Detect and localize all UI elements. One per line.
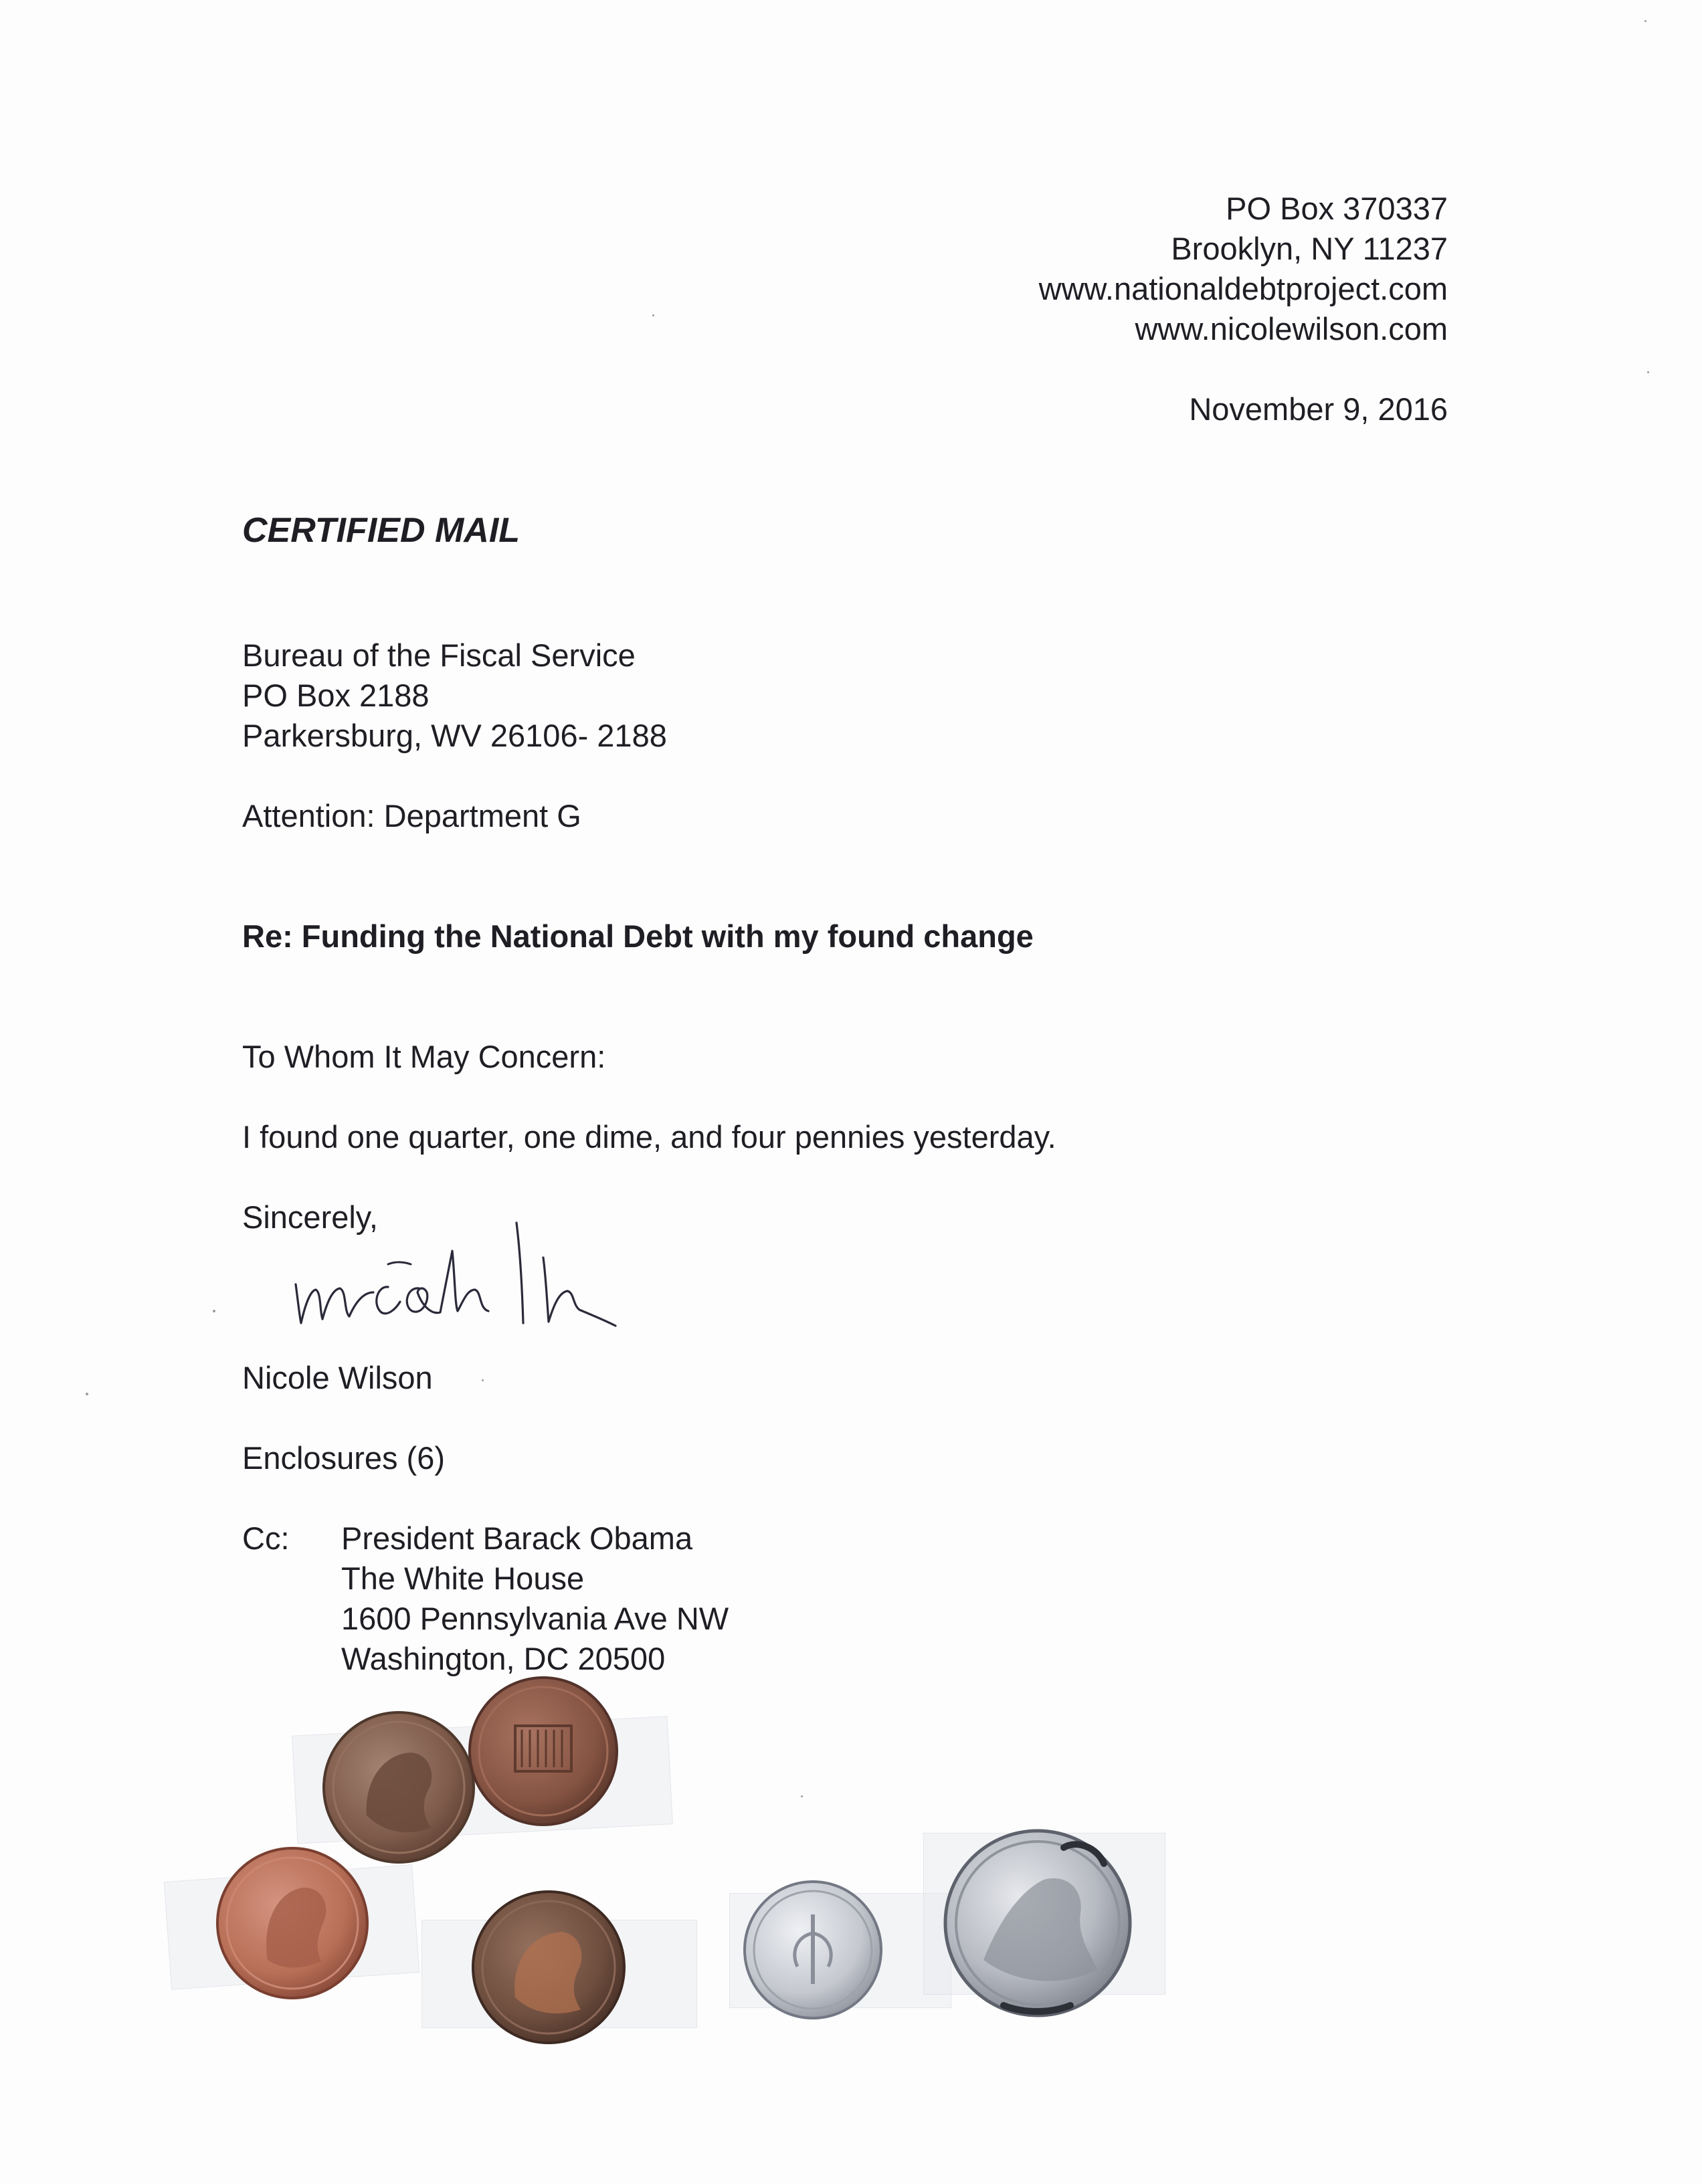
scan-speck bbox=[1647, 371, 1649, 373]
cc-address bbox=[341, 1518, 729, 1679]
penny-coin bbox=[217, 1848, 367, 1998]
sender-website-project: www.nationaldebtproject.com bbox=[1038, 271, 1448, 306]
closing: Sincerely, bbox=[242, 1199, 378, 1235]
dime-coin bbox=[745, 1882, 881, 2018]
cc-street: 1600 Pennsylvania Ave NW bbox=[341, 1601, 729, 1636]
cc-name: President Barack Obama bbox=[341, 1520, 693, 1556]
penny-coin bbox=[324, 1712, 474, 1862]
sender-city: Brooklyn, NY 11237 bbox=[1171, 231, 1448, 266]
sender-po-box: PO Box 370337 bbox=[1226, 191, 1448, 226]
cc-label: Cc: bbox=[242, 1520, 290, 1556]
signer-name: Nicole Wilson bbox=[242, 1360, 433, 1395]
taped-coins bbox=[0, 1672, 1702, 2047]
penny-coin bbox=[473, 1892, 624, 2043]
letter-date: November 9, 2016 bbox=[1189, 391, 1448, 427]
subject-line: Re: Funding the National Debt with my found change bbox=[242, 918, 1034, 954]
letter-body: I found one quarter, one dime, and four pennies yesterday. bbox=[242, 1119, 1056, 1155]
recipient-city: Parkersburg, WV 26106- 2188 bbox=[242, 718, 667, 753]
attention-line: Attention: Department G bbox=[242, 798, 581, 833]
scan-speck bbox=[86, 1393, 88, 1395]
quarter-coin bbox=[945, 1831, 1130, 2015]
scan-speck bbox=[801, 1795, 803, 1797]
enclosures-line: Enclosures (6) bbox=[242, 1440, 445, 1476]
scan-speck bbox=[1644, 20, 1646, 22]
recipient-po-box: PO Box 2188 bbox=[242, 678, 430, 713]
sender-website-personal: www.nicolewilson.com bbox=[1135, 311, 1448, 346]
handwritten-signature bbox=[288, 1204, 649, 1338]
penny-coin bbox=[470, 1678, 617, 1825]
sender-address bbox=[1039, 189, 1448, 349]
scan-speck bbox=[482, 1379, 484, 1381]
salutation: To Whom It May Concern: bbox=[242, 1039, 606, 1074]
recipient-address bbox=[242, 635, 667, 756]
cc-city: Washington, DC 20500 bbox=[341, 1641, 666, 1676]
scan-speck bbox=[213, 1310, 215, 1312]
coins-drawing bbox=[0, 1672, 1702, 2047]
certified-mail-heading: CERTIFIED MAIL bbox=[242, 511, 521, 550]
cc-organization: The White House bbox=[341, 1561, 585, 1596]
scan-speck bbox=[652, 314, 654, 316]
recipient-organization: Bureau of the Fiscal Service bbox=[242, 637, 636, 673]
